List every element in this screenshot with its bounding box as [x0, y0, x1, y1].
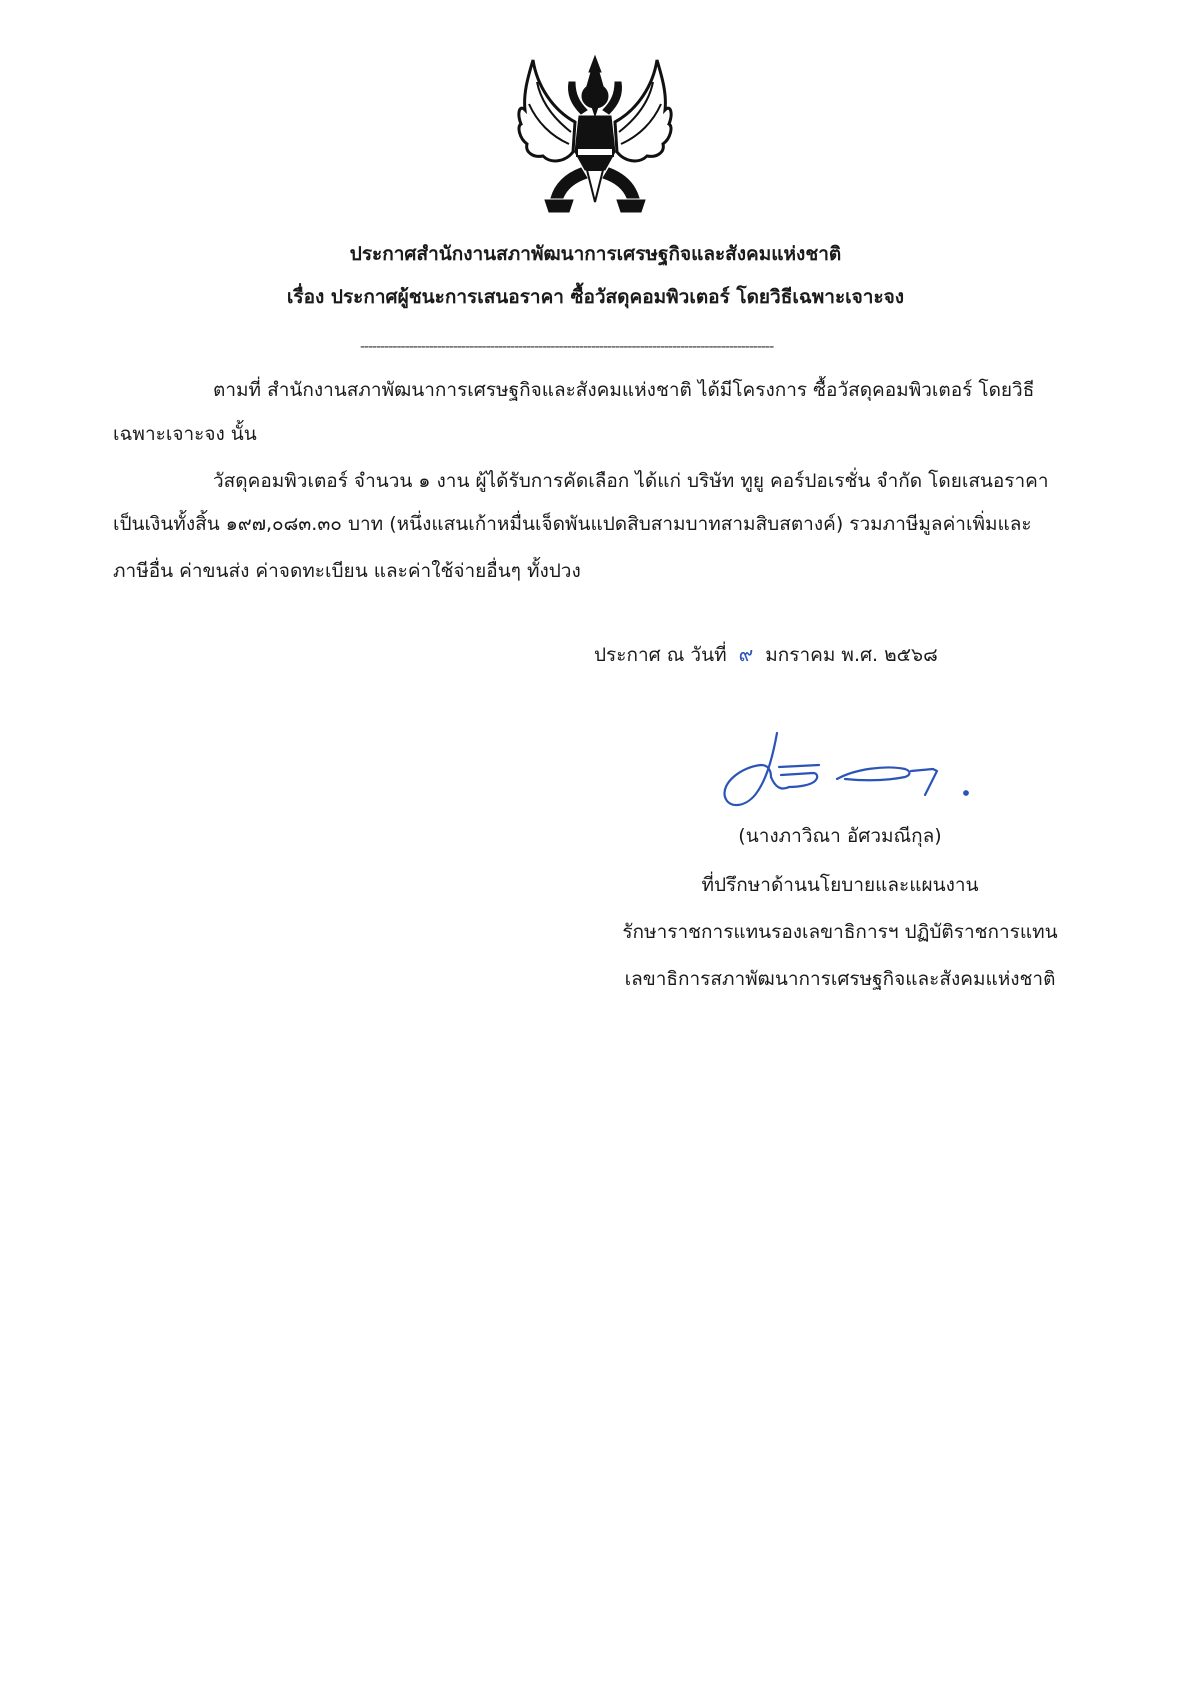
garuda-emblem-icon: [515, 52, 675, 220]
separator-line: ------------------------------------------------------------------------------------------------------: [360, 339, 774, 355]
announcement-subject: เรื่อง ประกาศผู้ชนะการเสนอราคา ซื้อวัสดุคอมพิวเตอร์ โดยวิธีเฉพาะเจาะจง: [286, 286, 905, 308]
paragraph2-line3: ภาษีอื่น ค่าขนส่ง ค่าจดทะเบียน และค่าใช้จ่ายอื่นๆ ทั้งปวง: [113, 560, 581, 582]
date-prefix: ประกาศ ณ วันที่: [594, 644, 727, 666]
paragraph1-line2: เฉพาะเจาะจง นั้น: [113, 423, 257, 445]
date-month-year: มกราคม พ.ศ. ๒๕๖๘: [765, 644, 938, 666]
date-day-handwritten: ๙: [738, 642, 754, 666]
signer-name: (นางภาวิณา อัศวมณีกุล): [738, 825, 942, 847]
announcement-title: ประกาศสำนักงานสภาพัฒนาการเศรษฐกิจและสังคมแห่งชาติ: [349, 243, 842, 265]
signer-position-1: ที่ปรึกษาด้านนโยบายและแผนงาน: [701, 874, 979, 896]
paragraph2-line2: เป็นเงินทั้งสิ้น ๑๙๗,๐๘๓.๓๐ บาท (หนึ่งแสนเก้าหมื่นเจ็ดพันแปดสิบสามบาทสามสิบสตางค์) รวมภาษีมูลค่าเพิ่มและ: [113, 513, 1032, 535]
paragraph2-line1: วัสดุคอมพิวเตอร์ จำนวน ๑ งาน ผู้ได้รับการคัดเลือก ได้แก่ บริษัท ทูยู คอร์ปอเรชั่น จำกัด โดยเสนอราคา: [213, 470, 1049, 492]
announcement-date: [594, 640, 938, 669]
signature-icon: [715, 725, 1005, 815]
signer-position-3: เลขาธิการสภาพัฒนาการเศรษฐกิจและสังคมแห่งชาติ: [624, 968, 1056, 990]
signer-position-2: รักษาราชการแทนรองเลขาธิการฯ ปฏิบัติราชการแทน: [622, 921, 1058, 943]
paragraph1-line1: ตามที่ สำนักงานสภาพัฒนาการเศรษฐกิจและสังคมแห่งชาติ ได้มีโครงการ ซื้อวัสดุคอมพิวเตอร์ โดยวิธี: [213, 379, 1035, 401]
